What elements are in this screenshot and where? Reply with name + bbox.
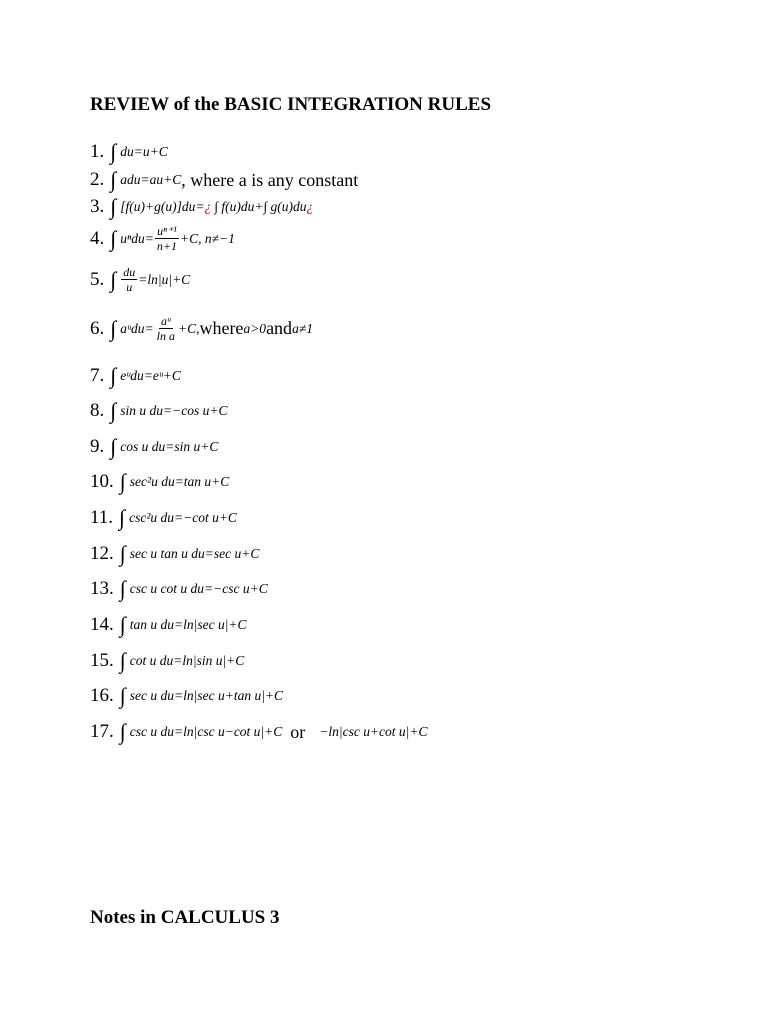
rule-number: 11. [90, 507, 114, 528]
integral-icon: ∫ [110, 167, 117, 192]
rule-expression-alt: −ln|csc u+cot u|+C [319, 724, 428, 739]
rule-1 [90, 141, 168, 163]
error-char: ¿ [306, 199, 314, 214]
rule-2 [90, 169, 358, 191]
numerator: aᵘ [161, 314, 171, 328]
rule-8 [90, 400, 228, 422]
rule-number: 14. [90, 614, 114, 635]
rule-number: 5. [90, 268, 105, 290]
integral-icon: ∫ [110, 434, 117, 459]
rule-11 [90, 507, 237, 529]
rule-rhs: +C, [177, 320, 200, 336]
integral-icon: ∫ [110, 315, 117, 341]
fraction [155, 224, 179, 254]
rule-note: , where a is any constant [181, 169, 359, 190]
numerator: du [123, 265, 136, 279]
rule-note-and: and [266, 318, 293, 339]
rule-expression: sec u tan u du=sec u+C [129, 546, 260, 561]
rule-expression: cos u du=sin u+C [120, 439, 219, 454]
integral-icon: ∫ [110, 139, 117, 164]
rule-13 [90, 578, 268, 600]
rule-rhs: =ln|u|+C [138, 271, 191, 287]
rule-number: 1. [90, 141, 105, 162]
rule-expression: cot u du=ln|sin u|+C [129, 653, 245, 668]
integral-icon: ∫ [119, 648, 126, 673]
error-char: ¿ [204, 199, 212, 214]
rule-number: 17. [90, 721, 114, 742]
denominator: n+1 [156, 239, 178, 254]
rule-5 [90, 265, 190, 295]
rule-9 [90, 436, 218, 458]
rule-expression: sin u du=−cos u+C [120, 403, 228, 418]
rule-number: 9. [90, 436, 105, 457]
rule-3 [90, 196, 313, 218]
rule-or: or [290, 721, 306, 742]
rule-expression: csc²u du=−cot u+C [129, 510, 237, 525]
integral-icon: ∫ [110, 194, 117, 219]
fraction [155, 314, 177, 344]
integral-icon: ∫ [119, 612, 126, 637]
integral-icon: ∫ [119, 469, 126, 494]
integral-icon: ∫ [110, 398, 117, 423]
rule-number: 7. [90, 365, 105, 386]
rule-17 [90, 721, 428, 743]
rule-number: 8. [90, 400, 105, 421]
rule-15 [90, 650, 244, 672]
integral-icon: ∫ [119, 683, 126, 708]
rule-expression: csc u du=ln|csc u−cot u|+C [129, 724, 283, 739]
rule-expression: du=u+C [120, 144, 168, 159]
rule-number: 15. [90, 650, 114, 671]
rule-14 [90, 614, 247, 636]
rule-number: 3. [90, 196, 105, 217]
rule-number: 10. [90, 471, 114, 492]
rule-7 [90, 365, 181, 387]
rule-expression: [f(u)+g(u)]du= [120, 199, 205, 214]
rule-16 [90, 685, 283, 707]
integral-icon: ∫ [119, 576, 126, 601]
rule-number: 4. [90, 227, 105, 249]
rule-expression: sec u du=ln|sec u+tan u|+C [129, 688, 284, 703]
rule-number: 12. [90, 543, 114, 564]
rule-number: 16. [90, 685, 114, 706]
rule-4 [90, 224, 235, 254]
fraction [121, 265, 137, 295]
integral-icon: ∫ [110, 363, 117, 388]
integral-icon: ∫ [119, 719, 126, 744]
integral-icon: ∫ [119, 505, 126, 530]
rule-expression: tan u du=ln|sec u|+C [129, 617, 247, 632]
rule-number: 13. [90, 578, 114, 599]
denominator: ln a [156, 329, 175, 344]
condition: a>0 [243, 320, 267, 336]
document-title: REVIEW of the BASIC INTEGRATION RULES [90, 94, 492, 115]
rule-lhs: aᵘdu= [120, 320, 154, 336]
numerator: uⁿ⁺¹ [157, 224, 177, 238]
rule-6 [90, 314, 313, 344]
footer-title: Notes in CALCULUS 3 [90, 907, 280, 928]
rule-expression: eᵘdu=eᵘ+C [120, 368, 181, 383]
rule-expression: csc u cot u du=−csc u+C [129, 581, 268, 596]
rule-rhs: +C, n≠−1 [180, 230, 235, 246]
rule-expression: sec²u du=tan u+C [129, 474, 230, 489]
rule-number: 2. [90, 169, 105, 190]
condition: a≠1 [292, 320, 313, 336]
rule-lhs: uⁿdu= [120, 230, 154, 246]
rule-expression-rhs: ∫ f(u)du+∫ g(u)du [214, 199, 307, 214]
rule-expression: adu=au+C [120, 172, 182, 187]
rule-number: 6. [90, 317, 105, 339]
integral-icon: ∫ [110, 266, 117, 292]
integral-icon: ∫ [119, 541, 126, 566]
rule-10 [90, 471, 229, 493]
integral-icon: ∫ [110, 225, 117, 251]
rule-note: where [199, 318, 244, 339]
rule-12 [90, 543, 259, 565]
denominator: u [126, 280, 133, 295]
